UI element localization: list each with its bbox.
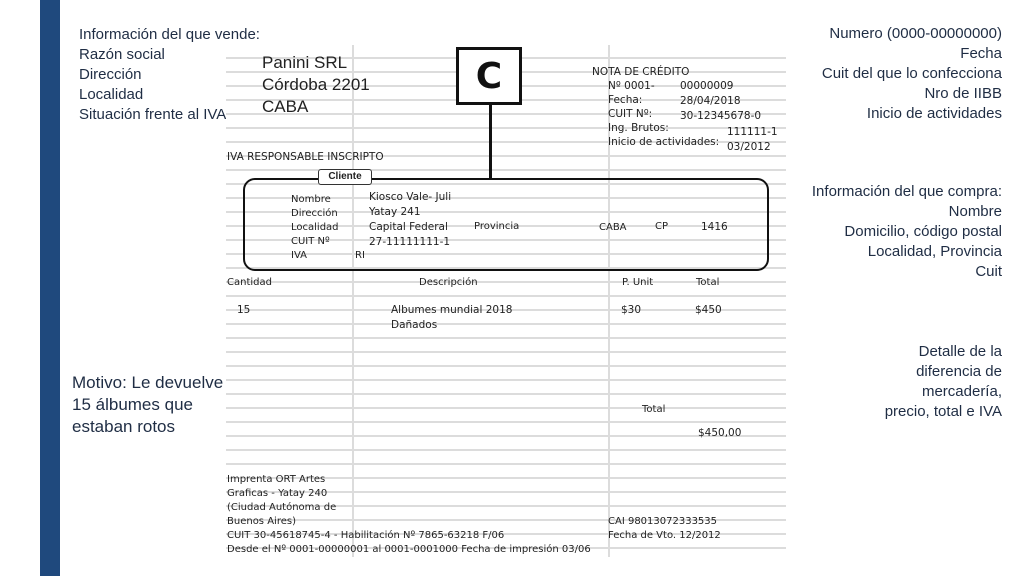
header-note-line: Numero (0000-00000000) <box>829 25 1002 42</box>
printer-line: Imprenta ORT Artes <box>227 474 326 485</box>
column-header-description: Descripción <box>419 277 478 288</box>
header-note-line: Nro de IIBB <box>924 85 1002 102</box>
client-city: Capital Federal <box>369 221 448 233</box>
buyer-note-title: Información del que compra: <box>811 183 1002 200</box>
number-label: Nº 0001- <box>608 80 655 92</box>
start-date: 03/2012 <box>727 141 771 153</box>
detail-note-line: Detalle de la <box>918 343 1002 360</box>
seller-address: Córdoba 2201 <box>262 75 370 94</box>
total-value: $450,00 <box>698 427 742 439</box>
cai-number: CAI 98013072333535 <box>608 516 718 527</box>
motive-line: Motivo: Le devuelve <box>72 373 224 392</box>
seller-note-title: Información del que vende: <box>79 26 260 43</box>
client-address-label: Dirección <box>291 208 338 219</box>
detail-info-note <box>885 342 1002 422</box>
seller-cuit: 30-12345678-0 <box>680 110 762 122</box>
invoice-letter-box <box>456 47 522 105</box>
column-header-unit-price: P. Unit <box>622 277 654 288</box>
seller-iibb: 111111-1 <box>727 126 778 138</box>
seller-note-line: Razón social <box>79 46 165 63</box>
item-total: $450 <box>695 304 722 316</box>
motive-line: 15 álbumes que <box>72 395 193 414</box>
seller-note-line: Localidad <box>79 86 144 103</box>
item-description: Albumes mundial 2018 <box>391 304 513 316</box>
item-description-note: Dañados <box>391 319 438 331</box>
printer-line: Buenos Aires) <box>227 516 296 527</box>
province-value: CABA <box>599 222 627 233</box>
province-label: Provincia <box>474 221 520 232</box>
client-name-label: Nombre <box>291 194 331 205</box>
invoice-date: 28/04/2018 <box>680 95 741 107</box>
header-note-line: Fecha <box>960 45 1002 62</box>
item-unit-price: $30 <box>621 304 642 316</box>
cai-expiry: Fecha de Vto. 12/2012 <box>608 530 721 541</box>
seller-name: Panini SRL <box>262 53 348 72</box>
cp-value: 1416 <box>701 221 728 233</box>
header-note-line: Inicio de actividades <box>866 105 1002 122</box>
buyer-note-line: Localidad, Provincia <box>867 243 1002 260</box>
header-note-line: Cuit del que lo confecciona <box>821 65 1002 82</box>
client-cuit-label: CUIT Nº <box>291 236 330 247</box>
seller-note-line: Dirección <box>79 66 142 83</box>
buyer-note-line: Domicilio, código postal <box>844 223 1002 240</box>
client-iva-label: IVA <box>291 250 307 261</box>
document-type: NOTA DE CRÉDITO <box>592 66 690 78</box>
letter-connector-line <box>489 105 492 178</box>
cp-label: CP <box>655 221 669 232</box>
column-header-qty: Cantidad <box>227 277 272 288</box>
seller-note-line: Situación frente al IVA <box>79 106 227 123</box>
buyer-note-line: Cuit <box>975 263 1002 280</box>
detail-note-line: mercadería, <box>921 383 1002 400</box>
detail-note-line: diferencia de <box>916 363 1002 380</box>
invoice-number: 00000009 <box>680 80 734 92</box>
motive-line: estaban rotos <box>72 417 176 436</box>
client-city-label: Localidad <box>291 222 339 233</box>
header-info-note <box>822 24 1002 124</box>
numbering-range: Desde el Nº 0001-00000001 al 0001-0001000 Fecha de impresión 03/06 <box>227 544 591 555</box>
total-label: Total <box>642 404 666 415</box>
date-label: Fecha: <box>608 94 643 106</box>
left-accent-bar <box>40 0 60 576</box>
client-cuit: 27-11111111-1 <box>369 236 451 248</box>
buyer-info-note <box>812 182 1002 282</box>
item-qty: 15 <box>237 304 251 316</box>
detail-note-line: precio, total e IVA <box>884 403 1002 420</box>
client-address: Yatay 241 <box>369 206 421 218</box>
seller-city: CABA <box>262 97 309 116</box>
cuit-label: CUIT Nº: <box>608 108 653 120</box>
client-section-tab: Cliente <box>318 169 372 185</box>
printer-line: (Ciudad Autónoma de <box>227 502 337 513</box>
invoice-letter: C <box>475 55 503 97</box>
printer-line: Graficas - Yatay 240 <box>227 488 328 499</box>
motive-note <box>72 372 223 438</box>
client-iva: RI <box>355 250 365 261</box>
start-date-label: Inicio de actividades: <box>608 136 720 148</box>
iva-condition: IVA RESPONSABLE INSCRIPTO <box>227 151 384 163</box>
client-name: Kiosco Vale- Juli <box>369 191 452 203</box>
iibb-label: Ing. Brutos: <box>608 122 669 134</box>
printer-cuit: CUIT 30-45618745-4 - Habilitación Nº 7865-63218 F/06 <box>227 530 505 541</box>
buyer-note-line: Nombre <box>948 203 1002 220</box>
column-header-total: Total <box>696 277 720 288</box>
